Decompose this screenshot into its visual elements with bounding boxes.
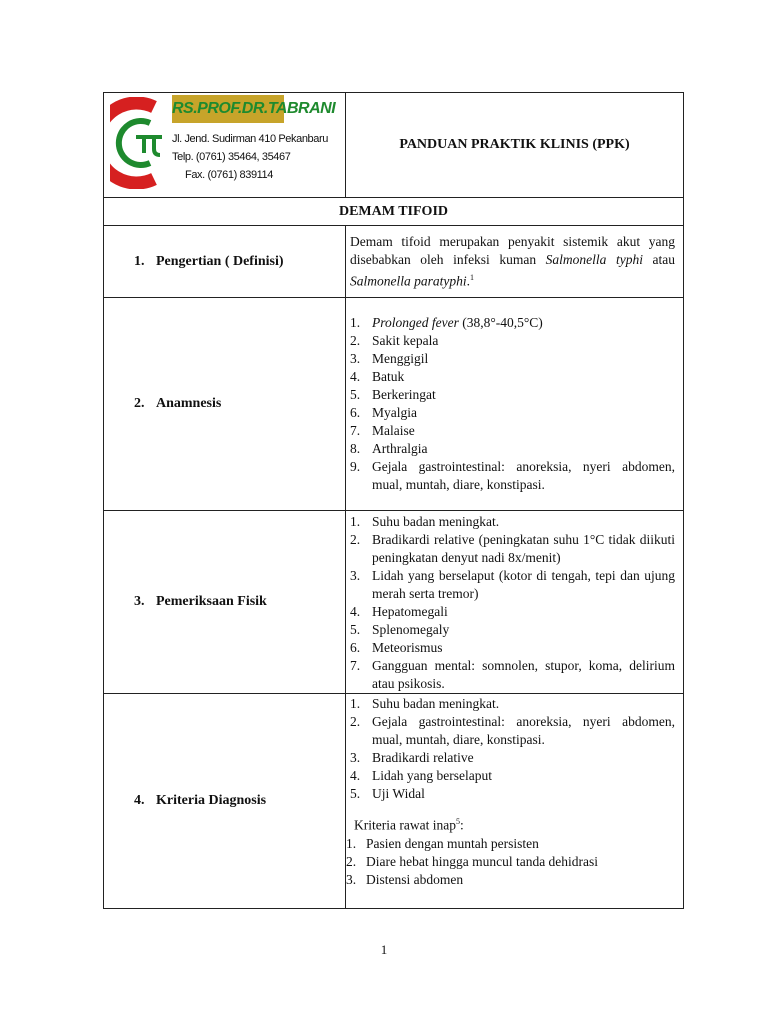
list-item-text: Bradikardi relative [372, 750, 474, 765]
section-content-pengertian [346, 226, 684, 298]
list-item: 9. Gejala gastrointestinal: anoreksia, nyeri abdomen, mual, muntah, diare, konstipasi. [350, 459, 675, 492]
document-title: PANDUAN PRAKTIK KLINIS (PPK) [346, 93, 684, 198]
list-item-text: Gangguan mental: somnolen, stupor, koma, delirium atau psikosis. [372, 658, 675, 691]
definition-text: . [466, 273, 470, 289]
fisik-list [350, 513, 675, 693]
hospital-logo [104, 93, 336, 197]
list-item: 4. Batuk [350, 369, 405, 384]
page-number: 1 [380, 942, 388, 957]
list-item-text: Splenomegaly [372, 622, 450, 637]
section-label-anamnesis [104, 298, 346, 511]
section-label-pengertian [104, 226, 346, 298]
list-item-text: Menggigil [372, 351, 429, 366]
anamnesis-list [350, 314, 675, 494]
rawat-inap-label: Kriteria rawat inap [354, 817, 456, 833]
list-item-text: Batuk [372, 369, 405, 384]
list-item-text: Suhu badan meningkat. [372, 514, 500, 529]
list-item: 4. Hepatomegali [350, 604, 448, 619]
section-number: 4. [134, 793, 145, 808]
list-item: 3. Bradikardi relative [350, 750, 474, 765]
section-title: Anamnesis [156, 396, 222, 411]
list-item: 7. Malaise [350, 423, 415, 438]
list-item: 1. Prolonged fever (38,8°-40,5°C) [350, 315, 543, 330]
section-label-fisik [104, 511, 346, 694]
document-subtitle: DEMAM TIFOID [104, 198, 684, 226]
footnote-ref: 5 [455, 817, 460, 826]
section-number: 2. [134, 396, 145, 411]
section-content-anamnesis [346, 298, 684, 511]
list-item: 1. Suhu badan meningkat. [350, 514, 500, 529]
list-item-text: Lidah yang berselaput (kotor di tengah, tepi dan ujung merah serta tremor) [372, 568, 675, 601]
list-item-text: Bradikardi relative (peningkatan suhu 1°C tidak diikuti peningkatan denyut nadi 8x/menit) [372, 532, 675, 565]
list-item-text: Sakit kepala [372, 333, 439, 348]
list-item-text: Myalgia [372, 405, 417, 420]
section-number: 3. [134, 594, 145, 609]
footnote-ref: 1 [470, 272, 474, 282]
list-item: 8. Arthralgia [350, 441, 428, 456]
list-item-text: Diare hebat hingga muncul tanda dehidrasi [366, 853, 599, 869]
hospital-brand-name: RS.PROF.DR.TABRANI [172, 95, 284, 123]
list-item-text: Pasien dengan muntah persisten [366, 835, 539, 851]
list-item: 1. Pasien dengan muntah persisten [346, 835, 539, 851]
list-item-text: (38,8°-40,5°C) [458, 315, 543, 330]
hospital-fax: Fax. (0761) 839114 [185, 169, 273, 181]
list-item: 2. Bradikardi relative (peningkatan suhu 1°C tidak diikuti peningkatan denyut nadi 8x/menit) [350, 532, 675, 565]
list-item-text: Suhu badan meningkat. [372, 696, 500, 711]
list-item: 7. Gangguan mental: somnolen, stupor, koma, delirium atau psikosis. [350, 658, 675, 691]
list-item: 3. Distensi abdomen [346, 871, 464, 887]
list-item-text: Hepatomegali [372, 604, 448, 619]
list-item-text: Uji Widal [372, 786, 425, 801]
list-item: 5. Splenomegaly [350, 622, 450, 637]
section-content-kriteria [346, 694, 684, 909]
list-item: 4. Lidah yang berselaput [350, 768, 492, 783]
list-item: 2. Sakit kepala [350, 333, 439, 348]
rawat-inap-list [346, 835, 675, 889]
list-item: 6. Meteorismus [350, 640, 443, 655]
list-item: 3. Lidah yang berselaput (kotor di tengah, tepi dan ujung merah serta tremor) [350, 568, 675, 601]
definition-text: atau [642, 251, 675, 267]
list-item: 2. Diare hebat hingga muncul tanda dehidrasi [346, 853, 599, 869]
list-item-text: Berkeringat [372, 387, 436, 402]
list-item-italic: Prolonged fever [372, 315, 459, 330]
section-title: Kriteria Diagnosis [156, 793, 267, 808]
section-label-kriteria [104, 694, 346, 909]
hospital-emblem-icon [110, 97, 168, 189]
hospital-address: Jl. Jend. Sudirman 410 Pekanbaru [172, 133, 328, 145]
list-item-text: Gejala gastrointestinal: anoreksia, nyeri abdomen, mual, muntah, diare, konstipasi. [372, 459, 675, 492]
list-item: 1. Suhu badan meningkat. [350, 696, 500, 711]
section-title: Pemeriksaan Fisik [156, 594, 267, 609]
definition-organism: Salmonella paratyphi [350, 273, 467, 289]
list-item-text: Distensi abdomen [366, 871, 464, 887]
definition-paragraph [350, 233, 675, 291]
list-item-text: Lidah yang berselaput [372, 768, 492, 783]
definition-text: Demam tifoid merupakan penyakit sistemik akut yang disebabkan oleh infeksi kuman [350, 233, 675, 267]
section-title: Pengertian ( Definisi) [156, 253, 284, 269]
list-item-text: Arthralgia [372, 441, 428, 456]
list-item-text: Malaise [372, 423, 415, 438]
hospital-phone: Telp. (0761) 35464, 35467 [172, 151, 291, 163]
list-item: 3. Menggigil [350, 351, 429, 366]
list-item: 5. Uji Widal [350, 786, 425, 801]
kriteria-list [350, 695, 675, 803]
list-item-text: Gejala gastrointestinal: anoreksia, nyeri abdomen, mual, muntah, diare, konstipasi. [372, 714, 675, 747]
rawat-inap-title [350, 813, 675, 835]
definition-organism: Salmonella typhi [545, 251, 643, 267]
list-item: 6. Myalgia [350, 405, 417, 420]
list-item-text: Meteorismus [372, 640, 443, 655]
ppk-table [103, 92, 684, 909]
section-content-fisik [346, 511, 684, 694]
rawat-inap-colon: : [459, 817, 464, 833]
section-number: 1. [134, 253, 145, 269]
list-item: 2. Gejala gastrointestinal: anoreksia, nyeri abdomen, mual, muntah, diare, konstipasi. [350, 714, 675, 747]
logo-cell [104, 93, 346, 198]
list-item: 5. Berkeringat [350, 387, 436, 402]
